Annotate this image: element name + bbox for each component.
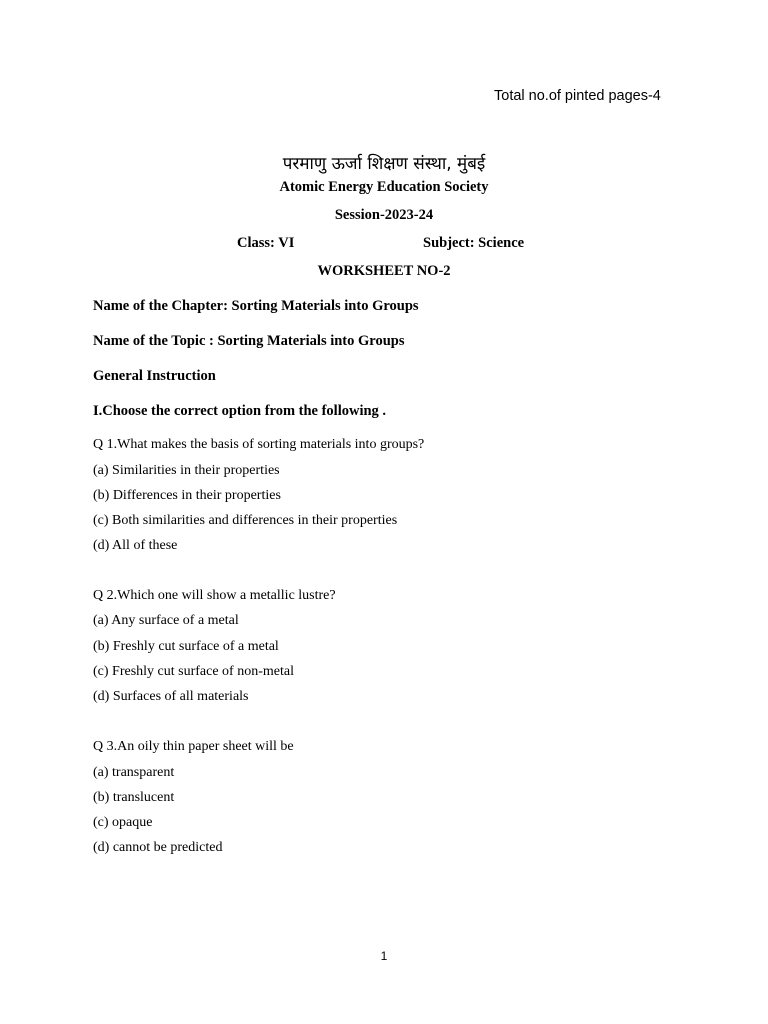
printed-pages-note: Total no.of pinted pages-4 (494, 88, 661, 104)
answer-option: (b) Freshly cut surface of a metal (93, 639, 279, 654)
answer-option: (d) Surfaces of all materials (93, 689, 249, 704)
topic-name: Name of the Topic : Sorting Materials into Groups (93, 333, 405, 349)
answer-option: (b) translucent (93, 790, 175, 805)
page-number: 1 (380, 949, 388, 963)
answer-option: (d) cannot be predicted (93, 840, 223, 855)
answer-option: (b) Differences in their properties (93, 488, 281, 503)
class-label: Class: VI (237, 235, 295, 251)
answer-option: (d) All of these (93, 538, 178, 553)
answer-option: (c) Both similarities and differences in their properties (93, 513, 398, 528)
chapter-name: Name of the Chapter: Sorting Materials into Groups (93, 298, 419, 314)
answer-option: (a) transparent (93, 765, 175, 780)
question-text: Q 3.An oily thin paper sheet will be (93, 739, 294, 754)
subject-label: Subject: Science (423, 235, 525, 251)
question-text: Q 1.What makes the basis of sorting materials into groups? (93, 437, 425, 452)
answer-option: (a) Any surface of a metal (93, 613, 239, 628)
answer-option: (c) Freshly cut surface of non-metal (93, 664, 294, 679)
org-name-english: Atomic Energy Education Society (279, 179, 489, 195)
session-label: Session-2023-24 (334, 207, 434, 223)
question-text: Q 2.Which one will show a metallic lustre? (93, 588, 336, 603)
section-title: I.Choose the correct option from the following . (93, 403, 387, 419)
general-instruction: General Instruction (93, 368, 216, 384)
answer-option: (c) opaque (93, 815, 153, 830)
org-name-hindi: परमाणु ऊर्जा शिक्षण संस्था, मुंबई (282, 154, 486, 174)
answer-option: (a) Similarities in their properties (93, 463, 280, 478)
worksheet-title: WORKSHEET NO-2 (317, 263, 451, 279)
